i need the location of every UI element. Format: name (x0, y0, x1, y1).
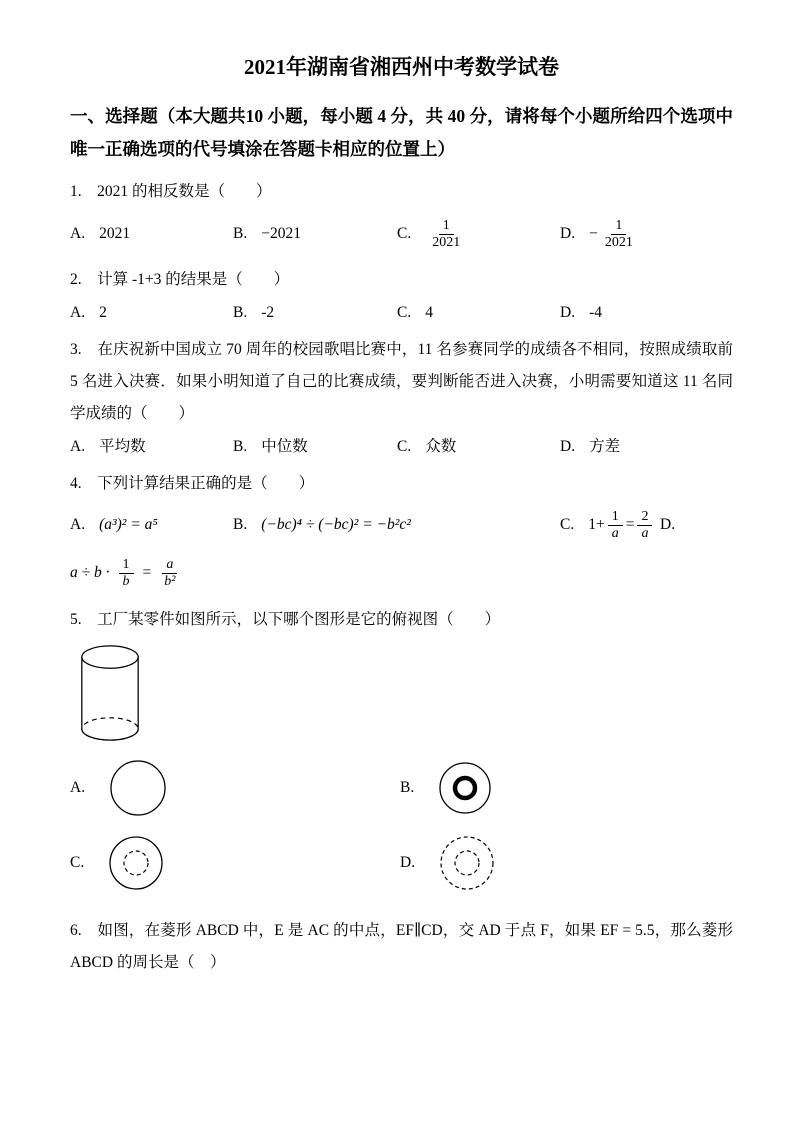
option-a-label: A. (70, 438, 86, 455)
q1-option-d (560, 218, 733, 251)
fraction (608, 509, 623, 542)
fraction-numerator: a (162, 557, 177, 574)
q4-options (70, 502, 733, 548)
fraction-numerator: 1 (611, 218, 626, 235)
q3-stem: 3. 在庆祝新中国成立 70 周年的校园歌唱比赛中，11 名参赛同学的成绩各不相同，按照成绩取前 5 名进入决赛．如果小明知道了自己的比赛成绩，要判断能否进入决赛，小明需要知道这 11 名同学成绩的（ ） (70, 341, 733, 422)
fraction-numerator: 1 (608, 509, 623, 526)
q3-option-b (233, 432, 397, 462)
q3-option-c (397, 432, 560, 462)
q2-option-d (560, 298, 733, 328)
option-c-label: C. (397, 225, 412, 242)
equals-sign: = (625, 516, 635, 533)
q2-options (70, 298, 733, 328)
fraction-denominator: a (641, 525, 649, 541)
q4-option-d-formula (70, 548, 733, 598)
option-a-label: A. (70, 779, 86, 796)
option-c-label: C. (560, 516, 575, 533)
q4-option-b-formula: (−bc)⁴ ÷ (−bc)² = −b²c² (261, 516, 411, 533)
q2-option-b-text: -2 (261, 304, 275, 321)
q4-option-b (233, 516, 560, 534)
q3-option-c-text: 众数 (425, 438, 457, 455)
option-b-label: B. (233, 304, 248, 321)
q3-option-a (70, 432, 233, 462)
q3-options (70, 432, 733, 462)
option-d-label: D. (400, 854, 416, 871)
q5-stem: 5. 工厂某零件如图所示，以下哪个图形是它的俯视图（ ） (70, 611, 501, 628)
fraction-denominator: a (611, 525, 619, 541)
section-header: 一、选择题（本大题共10 小题，每小题 4 分，共 40 分，请将每个小题所给四个选项中唯一正确选项的代号填涂在答题卡相应的位置上） (70, 106, 733, 159)
option-c-label: C. (70, 854, 85, 871)
fraction-numerator: 1 (439, 218, 454, 235)
fraction-denominator: 2021 (432, 234, 461, 250)
page-title: 2021年湖南省湘西州中考数学试卷 (244, 55, 559, 79)
q5-option-c (70, 833, 400, 893)
option-b-label: B. (233, 225, 248, 242)
fraction (637, 509, 652, 542)
q1-option-c (397, 218, 560, 251)
q5-option-d (400, 833, 733, 893)
option-c-label: C. (397, 304, 412, 321)
fraction (119, 557, 134, 590)
q5-options-row-ab (70, 757, 733, 819)
q3-option-a-text: 平均数 (99, 438, 146, 455)
fraction (160, 557, 179, 590)
q4-option-d-pre: a ÷ b · (70, 564, 110, 581)
circle-figure (107, 757, 169, 819)
option-d-label: D. (560, 304, 576, 321)
cylinder-figure (76, 642, 144, 744)
option-c-label: C. (397, 438, 412, 455)
fraction-numerator: 2 (637, 509, 652, 526)
q1-option-b (233, 219, 397, 249)
q2-stem: 2. 计算 -1+3 的结果是（ ） (70, 271, 290, 288)
q2-option-c-text: 4 (425, 304, 433, 321)
fraction (601, 218, 637, 251)
q1-option-a-text: 2021 (99, 225, 131, 242)
option-b-label: B. (233, 438, 248, 455)
q5-options-row-cd (70, 833, 733, 893)
option-d-label: D. (560, 225, 576, 242)
option-d-label: D. (560, 438, 576, 455)
q5-option-b (400, 759, 733, 817)
q1-options (70, 210, 733, 258)
fraction-denominator: 2021 (604, 234, 633, 250)
option-a-label: A. (70, 304, 86, 321)
option-a-label: A. (70, 516, 86, 533)
fraction (428, 218, 464, 251)
fraction-numerator: 1 (119, 557, 134, 574)
q2-option-c (397, 298, 560, 328)
q1-stem: 1. 2021 的相反数是（ ） (70, 183, 272, 200)
fraction-denominator: b (122, 573, 130, 589)
q1-option-b-text: −2021 (261, 225, 301, 242)
circle-dashed-inner-figure (106, 833, 166, 893)
q5-option-a (70, 757, 400, 819)
q2-option-d-text: -4 (589, 304, 602, 321)
q4-option-c-pre: 1+ (588, 516, 605, 533)
q3-option-b-text: 中位数 (261, 438, 308, 455)
dashed-circles-figure (437, 833, 497, 893)
annulus-figure (436, 759, 494, 817)
q4-option-a (70, 516, 233, 534)
q3-option-d (560, 432, 733, 462)
option-b-label: B. (233, 516, 248, 533)
q2-option-a (70, 298, 233, 328)
option-d-label: D. (660, 516, 676, 533)
option-b-label: B. (400, 779, 415, 796)
q4-option-d-label-cell (660, 516, 733, 534)
q5-part-figure (76, 642, 733, 749)
q4-option-c (560, 509, 660, 542)
option-a-label: A. (70, 225, 86, 242)
q4-option-a-formula: (a³)² = a⁵ (99, 516, 158, 533)
q6-stem: 6. 如图，在菱形 ABCD 中，E 是 AC 的中点，EF∥CD，交 AD 于点 F，如果 EF = 5.5，那么菱形 ABCD 的周长是（ ） (70, 922, 733, 971)
fraction-denominator: b² (164, 573, 176, 589)
q1-option-a (70, 219, 233, 249)
equals-sign: = (142, 564, 152, 581)
q2-option-b (233, 298, 397, 328)
q2-option-a-text: 2 (99, 304, 107, 321)
minus-sign: − (589, 225, 598, 242)
q3-option-d-text: 方差 (589, 438, 621, 455)
q4-stem: 4. 下列计算结果正确的是（ ） (70, 475, 315, 492)
